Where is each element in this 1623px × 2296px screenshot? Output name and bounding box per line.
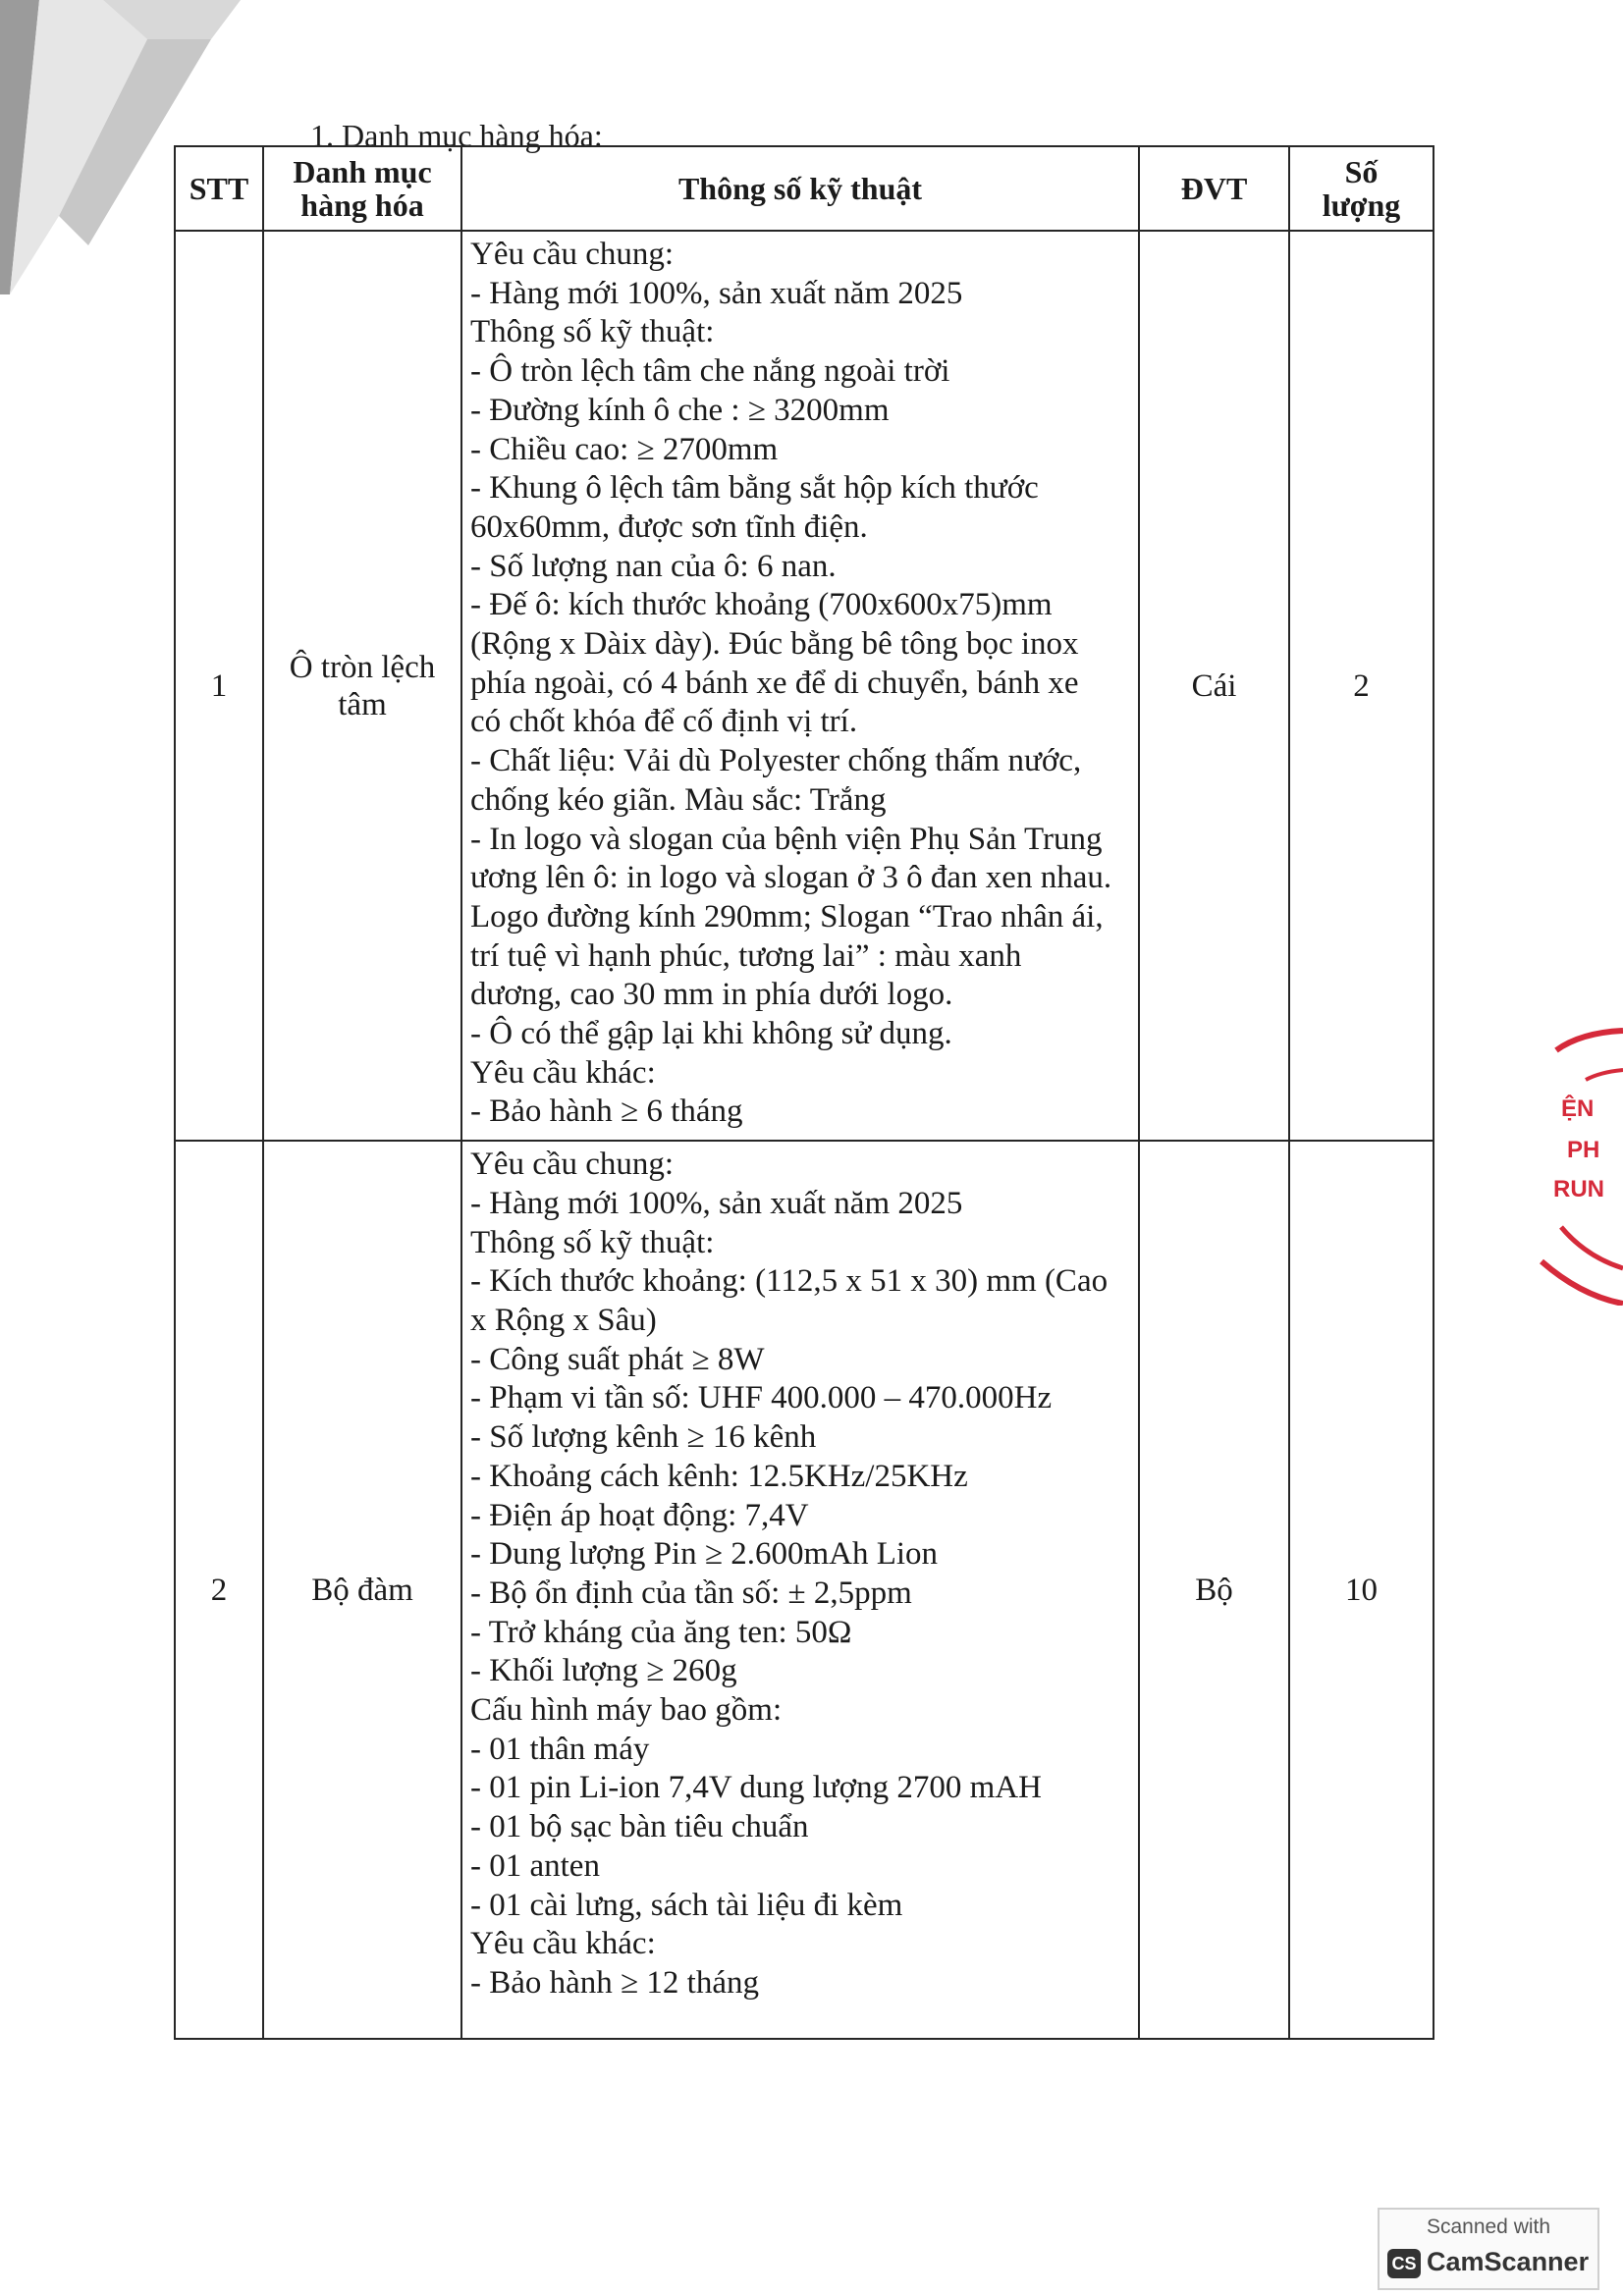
header-qty-line2: lượng <box>1322 187 1401 223</box>
row-qty: 10 <box>1289 1141 1434 2039</box>
spec-line: - Bảo hành ≥ 6 tháng <box>470 1094 743 1130</box>
seal-text: ỆN <box>1561 1095 1595 1122</box>
row-specs <box>461 231 1139 1141</box>
spec-line: - Đường kính ô che : ≥ 3200mm <box>470 392 890 428</box>
row-specs <box>461 1141 1139 2039</box>
table-row <box>175 1141 1434 2039</box>
row-item-name <box>263 1141 461 2039</box>
camscanner-logo-icon: CS <box>1387 2249 1421 2278</box>
spec-line: - Phạm vi tần số: UHF 400.000 – 470.000Hz <box>470 1380 1053 1416</box>
spec-line: - Ô tròn lệch tâm che nắng ngoài trời <box>470 353 950 390</box>
seal-text: PH <box>1567 1137 1600 1163</box>
spec-line: (Rộng x Dàix dày). Đúc bằng bê tông bọc inox <box>470 626 1079 663</box>
spec-line: dương, cao 30 mm in phía dưới logo. <box>470 977 953 1013</box>
spec-line: - 01 pin Li-ion 7,4V dung lượng 2700 mAH <box>470 1770 1042 1806</box>
spec-line: có chốt khóa để cố định vị trí. <box>470 704 858 740</box>
header-category <box>263 146 461 231</box>
spec-line: - Số lượng kênh ≥ 16 kênh <box>470 1419 817 1456</box>
seal-arcs <box>1502 1011 1623 1306</box>
spec-line: - 01 bộ sạc bàn tiêu chuẩn <box>470 1809 809 1845</box>
item-name-line1: Bộ đàm <box>311 1572 413 1608</box>
spec-line: - Điện áp hoạt động: 7,4V <box>470 1497 809 1533</box>
spec-line: - Chất liệu: Vải dù Polyester chống thấm nước, <box>470 743 1082 779</box>
spec-line: 60x60mm, được sơn tĩnh điện. <box>470 508 868 545</box>
goods-table <box>174 145 1434 2040</box>
spec-line: - Công suất phát ≥ 8W <box>470 1341 765 1377</box>
spec-line: x Rộng x Sâu) <box>470 1302 657 1338</box>
header-category-line1: Danh mục <box>293 154 432 189</box>
row-unit: Bộ <box>1139 1141 1289 2039</box>
table-row <box>175 231 1434 1141</box>
header-row <box>175 146 1434 231</box>
spec-line: - Dung lượng Pin ≥ 2.600mAh Lion <box>470 1536 939 1573</box>
spec-line: Thông số kỹ thuật: <box>470 1224 715 1260</box>
spec-line: - Khối lượng ≥ 260g <box>470 1653 737 1689</box>
hospital-seal <box>1502 1011 1623 1306</box>
badge-brand: CamScanner <box>1427 2247 1590 2276</box>
spec-line: Cấu hình máy bao gồm: <box>470 1692 783 1729</box>
spec-line: - 01 anten <box>470 1847 600 1884</box>
spec-line: - Hàng mới 100%, sản xuất năm 2025 <box>470 1185 963 1221</box>
header-category-line2: hàng hóa <box>300 187 424 223</box>
spec-line: chống kéo giãn. Màu sắc: Trắng <box>470 781 887 818</box>
row-stt: 2 <box>175 1141 263 2039</box>
spec-line: - Chiều cao: ≥ 2700mm <box>470 431 779 467</box>
spec-line: Yêu cầu khác: <box>470 1054 656 1091</box>
item-name-line2: tâm <box>338 686 387 722</box>
header-specs: Thông số kỹ thuật <box>461 146 1139 231</box>
spec-line: - Bảo hành ≥ 12 tháng <box>470 1964 759 2001</box>
spec-line: Yêu cầu chung: <box>470 237 675 272</box>
spec-line: - Trở kháng của ăng ten: 50Ω <box>470 1614 852 1650</box>
row-item-name <box>263 231 461 1141</box>
header-stt: STT <box>175 146 263 231</box>
header-qty-line1: Số <box>1344 154 1379 189</box>
spec-line: - Bộ ổn định của tần số: ± 2,5ppm <box>470 1575 912 1611</box>
spec-line: trí tuệ vì hạnh phúc, tương lai” : màu xanh <box>470 937 1022 974</box>
seal-text: RUN <box>1553 1176 1604 1202</box>
header-qty <box>1289 146 1434 231</box>
spec-line: Logo đường kính 290mm; Slogan “Trao nhân ái, <box>470 898 1104 934</box>
spec-line: - Khoảng cách kênh: 12.5KHz/25KHz <box>470 1458 968 1494</box>
spec-line: - 01 thân máy <box>470 1731 650 1767</box>
camscanner-badge <box>1378 2208 1599 2290</box>
row-stt: 1 <box>175 231 263 1141</box>
spec-line: - Đế ô: kích thước khoảng (700x600x75)mm <box>470 587 1053 623</box>
spec-line: Yêu cầu chung: <box>470 1147 675 1183</box>
header-unit: ĐVT <box>1139 146 1289 231</box>
row-unit: Cái <box>1139 231 1289 1141</box>
spec-line: phía ngoài, có 4 bánh xe để di chuyển, bánh xe <box>470 665 1079 701</box>
badge-caption: Scanned with <box>1426 2216 1551 2238</box>
spec-line: - 01 cài lưng, sách tài liệu đi kèm <box>470 1887 903 1923</box>
spec-line: ương lên ô: in logo và slogan ở 3 ô đan xen nhau. <box>470 860 1112 896</box>
spec-line: - Ô có thể gập lại khi không sử dụng. <box>470 1016 952 1052</box>
spec-line: - Khung ô lệch tâm bằng sắt hộp kích thước <box>470 470 1039 507</box>
spec-line: - Hàng mới 100%, sản xuất năm 2025 <box>470 275 963 311</box>
spec-line: - Số lượng nan của ô: 6 nan. <box>470 548 837 584</box>
spec-line: - Kích thước khoảng: (112,5 x 51 x 30) mm (Cao <box>470 1263 1109 1300</box>
spec-line: Thông số kỹ thuật: <box>470 314 715 350</box>
section-title: 1. Danh mục hàng hóa: <box>310 118 603 153</box>
item-name-line1: Ô tròn lệch <box>289 649 436 685</box>
spec-line: Yêu cầu khác: <box>470 1926 656 1962</box>
row-qty: 2 <box>1289 231 1434 1141</box>
spec-line: - In logo và slogan của bệnh viện Phụ Sản Trung <box>470 821 1103 857</box>
